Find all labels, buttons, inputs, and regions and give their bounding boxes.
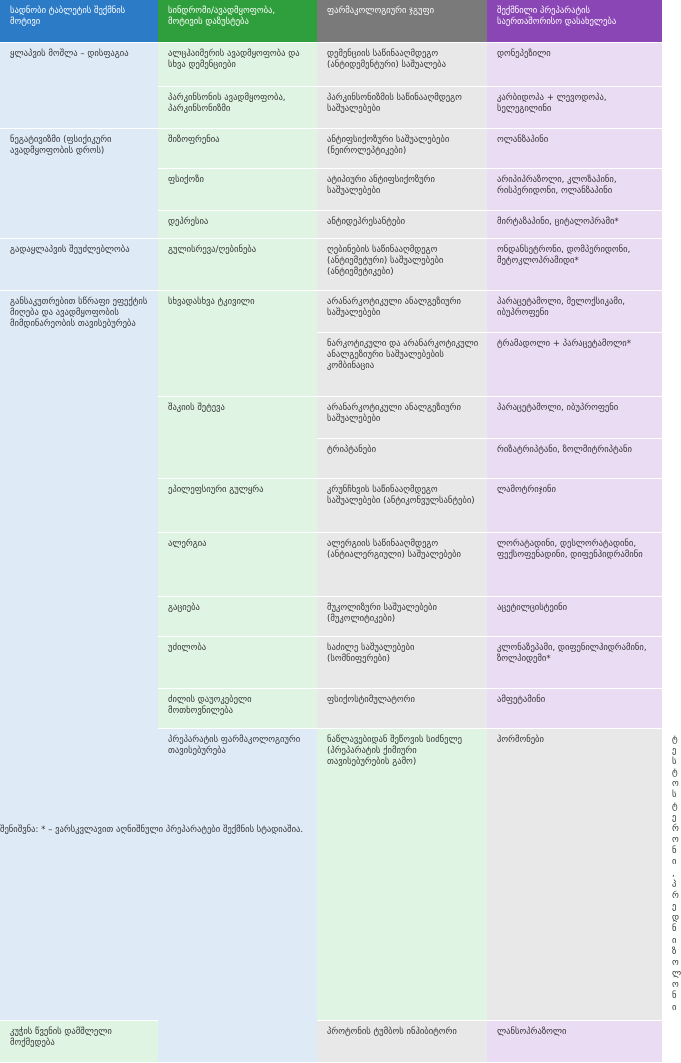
motive-cell: განსაკუთრებით სწრაფი ეფექტის მიღება და ავადმყოფობის მიმდინარეობის თავისებურება xyxy=(0,291,158,1021)
drug-cell: ლანსოპრაზოლი xyxy=(487,1020,662,1062)
table-row: პრეპარატის ფარმაკოლოგიური თავისებურება ნაწლავებიდან შეწოვის სიძნელე (პრეპარატის ქიმიური თავისებურების გამო) ჰორმონები ტესტოსტერონი, პრედნიზოლონი xyxy=(0,729,662,1021)
syndrome-cell: ნაწლავებიდან შეწოვის სიძნელე (პრეპარატის ქიმიური თავისებურების გამო) xyxy=(317,729,487,1021)
motive-cell: ნეგატივიზმი (ფსიქიკური ავადმყოფობის დროს) xyxy=(0,129,158,239)
motive-cell: გადაყლაპვის შეუძლებლობა xyxy=(0,239,158,291)
header-syndrome: სინდრომი/ავადმყოფობა, მოტივის დაზუსტება xyxy=(158,0,317,43)
syndrome-cell: ძილის დაუოკებელი მოთხოვნილება xyxy=(158,689,317,729)
drug-cell: ოლანზაპინი xyxy=(487,129,662,169)
drug-cell: ონდანსეტრონი, დომპერიდონი, მეტოკლოპრამიდი* xyxy=(487,239,662,291)
header-pharm-group: ფარმაკოლოგიური ჯგუფი xyxy=(317,0,487,43)
group-cell: ანტიდეპრესანტები xyxy=(317,211,487,239)
group-cell: მუკოლიზური საშუალებები (მუკოლიტიკები) xyxy=(317,597,487,637)
motive-cell: ყლაპვის მოშლა – დისფაგია xyxy=(0,43,158,129)
drug-cell: აცეტილცისტეინი xyxy=(487,597,662,637)
group-cell: საძილე საშუალებები (სომნიფერები) xyxy=(317,637,487,689)
drug-cell: არიპიპრაზოლი, კლოზაპინი, რისპერიდონი, ოლანზაპინი xyxy=(487,169,662,211)
syndrome-cell: გაციება xyxy=(158,597,317,637)
drug-cell: ამფეტამინი xyxy=(487,689,662,729)
group-cell: პარკინსონიზმის საწინააღმდეგო საშუალებები xyxy=(317,87,487,129)
syndrome-cell: ფსიქოზი xyxy=(158,169,317,211)
drug-cell: ლამოტრიჯინი xyxy=(487,479,662,533)
motive-cell: პრეპარატის ფარმაკოლოგიური თავისებურება xyxy=(158,729,317,1063)
group-cell: კრუნჩხვის საწინააღმდეგო საშუალებები (ანტიკონვულსანტები) xyxy=(317,479,487,533)
group-cell: არანარკოტიკული ანალგეზიური საშუალებები xyxy=(317,291,487,333)
group-cell: პროტონის ტუმბოს ინჰიბიტორი xyxy=(317,1020,487,1062)
syndrome-cell: ალერგია xyxy=(158,533,317,597)
table-row xyxy=(0,1020,662,1062)
drug-cell: პარაცეტამოლი, იბუპროფენი xyxy=(487,397,662,439)
syndrome-cell: შიზოფრენია xyxy=(158,129,317,169)
drug-cell: კარბიდოპა + ლევოდოპა, სელეგილინი xyxy=(487,87,662,129)
table-header-row xyxy=(0,0,662,43)
group-cell: ღებინების საწინააღმდეგო (ანტიემეტური) საშუალებები (ანტიემეტიკები) xyxy=(317,239,487,291)
drug-cell: პარაცეტამოლი, მელოქსიკამი, იბუპროფენი xyxy=(487,291,662,333)
syndrome-cell: დეპრესია xyxy=(158,211,317,239)
group-cell: არანარკოტიკული ანალგეზიური საშუალებები xyxy=(317,397,487,439)
syndrome-cell: პარკინსონის ავადმყოფობა, პარკინსონიზმი xyxy=(158,87,317,129)
group-cell: ფსიქოსტიმულატორი xyxy=(317,689,487,729)
group-cell: დემენციის საწინააღმდეგო (ანტიდემენტური) საშუალება xyxy=(317,43,487,87)
footnote: შენიშვნა: * – ვარსკვლავით აღნიშნული პრეპარატები შექმნის სტადიაშია. xyxy=(0,825,304,835)
drug-cell: ტრამადოლი + პარაცეტამოლი* xyxy=(487,333,662,397)
syndrome-cell: სხვადასხვა ტკივილი xyxy=(158,291,317,397)
drug-cell: რიზატრიპტანი, ზოლმიტრიპტანი xyxy=(487,439,662,479)
table-row xyxy=(0,239,662,291)
drug-cell: ლორატადინი, დესლორატადინი, ფექსოფენადინი, დიფენჰიდრამინი xyxy=(487,533,662,597)
group-cell: ატიპიური ანტიფსიქოზური საშუალებები xyxy=(317,169,487,211)
group-cell: ნარკოტიკული და არანარკოტიკული ანალგეზიური საშუალებების კომბინაცია xyxy=(317,333,487,397)
table-row xyxy=(0,43,662,87)
group-cell: ჰორმონები xyxy=(487,729,662,1021)
syndrome-cell: შაკიის შეტევა xyxy=(158,397,317,479)
table-row xyxy=(0,129,662,169)
syndrome-cell: უძილობა xyxy=(158,637,317,689)
syndrome-cell: ეპილეფსიური გულყრა xyxy=(158,479,317,533)
table-row xyxy=(0,291,662,333)
syndrome-cell: გულისრევა/ღებინება xyxy=(158,239,317,291)
drug-cell: კლონაზეპამი, დიფენილჰიდრამინი, ზოლპიდემი* xyxy=(487,637,662,689)
syndrome-cell: ალცჰაიმერის ავადმყოფობა და სხვა დემენციები xyxy=(158,43,317,87)
group-cell: ანტიფსიქოზური საშუალებები (ნეიროლეპტიკები) xyxy=(317,129,487,169)
drug-cell: მირტაზაპინი, ციტალოპრამი* xyxy=(487,211,662,239)
syndrome-cell: კუჭის წვენის დამშლელი მოქმედება xyxy=(0,1020,158,1062)
group-cell: ალერგიის საწინააღმდეგო (ანტიალერგიული) საშუალებები xyxy=(317,533,487,597)
header-drug-name: შექმნილი პრეპარატის საერთაშორისო დასახელება xyxy=(487,0,662,43)
header-motive: სადნობი ტაბლეტის შექმნის მოტივი xyxy=(0,0,158,43)
group-cell: ტრიპტანები xyxy=(317,439,487,479)
drug-cell: დონეპეზილი xyxy=(487,43,662,87)
